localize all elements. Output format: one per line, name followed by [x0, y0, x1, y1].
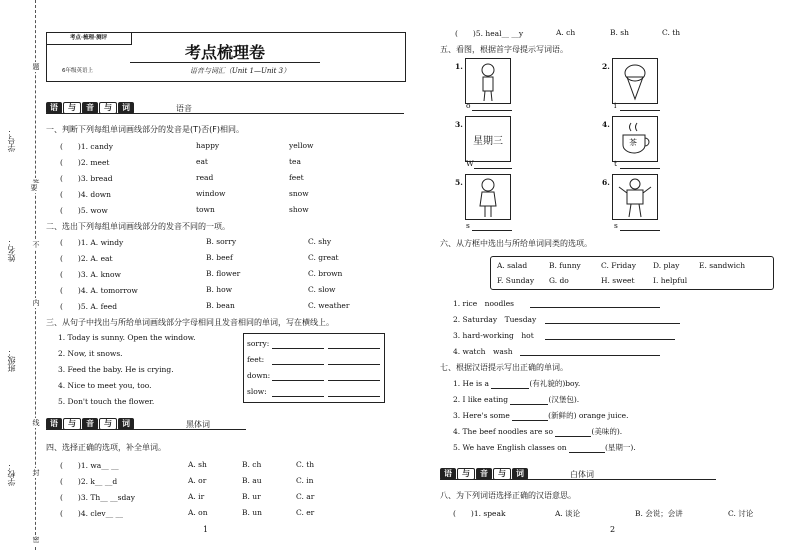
s4-option: C. th — [296, 460, 315, 469]
s1-word: yellow — [289, 141, 314, 150]
section-1-title: 一、判断下列每组单词画线部分的发音是(T)否(F)相同。 — [46, 125, 244, 134]
s4-option: A. or — [188, 476, 207, 485]
s1-item: ( )3. bread — [60, 174, 113, 183]
section-2-title: 二、选出下列每组单词画线部分的发音不同的一项。 — [46, 222, 230, 231]
s3-sentence: 3. Feed the baby. He is crying. — [58, 365, 174, 374]
option-item: H. sweet — [601, 276, 635, 285]
answer-line[interactable] — [545, 339, 675, 340]
s4-option: B. ch — [242, 460, 262, 469]
answer-line[interactable] — [328, 364, 380, 365]
s3-sentence: 4. Nice to meet you, too. — [58, 381, 152, 390]
s1-word: read — [196, 173, 214, 182]
answer-line[interactable] — [472, 230, 512, 231]
s4-item: ( )2. k__ __d — [60, 477, 118, 486]
s2-item: ( )4. A. tomorrow — [60, 286, 138, 295]
s4-option: C. er — [296, 508, 315, 517]
banner-logo: 语 与 音 与 词 — [440, 468, 550, 480]
s2-option: C. great — [308, 253, 339, 262]
s4-item: ( )4. clev__ __ — [60, 509, 124, 518]
answer-line[interactable] — [620, 110, 660, 111]
page-title: 考点梳理卷 — [130, 40, 320, 63]
s7-item: 3. Here's some (新鲜的) orange juice. — [453, 411, 629, 420]
option-item: A. salad — [497, 261, 528, 270]
answer-blank[interactable] — [491, 380, 529, 389]
s1-item: ( )5. wow — [60, 206, 108, 215]
option-item: I. helpful — [653, 276, 688, 285]
s7-item: 5. We have English classes on (星期一). — [453, 443, 636, 452]
s1-item: ( )2. meet — [60, 158, 110, 167]
s1-word: eat — [196, 157, 208, 166]
word-label: feet: — [247, 355, 265, 364]
s7-item: 4. The beef noodles are so (美味的). — [453, 427, 623, 436]
hint-letter: i — [614, 101, 617, 110]
word-label: down: — [247, 371, 271, 380]
s2-item: ( )5. A. feed — [60, 302, 118, 311]
s4-option: A. sh — [188, 460, 207, 469]
binding-char: 题 — [30, 62, 42, 72]
section-banner-plain-words — [440, 468, 716, 480]
option-box — [490, 256, 774, 290]
answer-line[interactable] — [272, 380, 324, 381]
answer-line[interactable] — [545, 323, 680, 324]
s4-option: C. in — [296, 476, 314, 485]
answer-line[interactable] — [272, 396, 324, 397]
s8-option: C. 讨论 — [728, 509, 754, 518]
s1-item: ( )1. candy — [60, 142, 113, 151]
answer-blank[interactable] — [510, 396, 548, 405]
answer-line[interactable] — [520, 355, 660, 356]
section-4-title: 四、选择正确的选项，补全单词。 — [46, 443, 166, 452]
page-number-left: 1 — [203, 525, 209, 534]
hint-letter: s — [466, 221, 470, 230]
s2-option: C. slow — [308, 285, 336, 294]
page-number-right: 2 — [610, 525, 616, 534]
s4-option: B. sh — [610, 28, 629, 37]
binding-margin — [0, 0, 40, 550]
person-icon — [465, 58, 511, 104]
s1-word: happy — [196, 141, 220, 150]
section-6-title: 六、从方框中选出与所给单词同类的选项。 — [440, 239, 592, 248]
answer-line[interactable] — [620, 168, 660, 169]
answer-blank[interactable] — [569, 444, 605, 453]
svg-text:茶: 茶 — [629, 138, 637, 147]
hint-letter: t — [614, 159, 618, 168]
answer-line[interactable] — [620, 230, 660, 231]
answer-line[interactable] — [272, 348, 324, 349]
s4-option: A. ir — [188, 492, 205, 501]
page-subtitle: 语音与词汇（Unit 1—Unit 3） — [189, 67, 291, 75]
calendar-icon: 星期三 — [465, 116, 511, 162]
option-item: C. Friday — [601, 261, 636, 270]
s8-option: A. 谈论 — [555, 509, 581, 518]
s2-item: ( )2. A. eat — [60, 254, 113, 263]
section-3-title: 三、从句子中找出与所给单词画线部分字母相同且发音相同的单词，写在横线上。 — [46, 318, 334, 327]
binding-char: 内 — [30, 298, 42, 308]
answer-line[interactable] — [328, 396, 380, 397]
word-label: sorry: — [247, 339, 270, 348]
hint-letter: W — [466, 159, 474, 168]
student-id-label: 学号： — [7, 128, 16, 152]
s3-sentence: 5. Don't touch the flower. — [58, 397, 155, 406]
section-8-title: 八、为下列词语选择正确的汉语意思。 — [440, 491, 576, 500]
s8-option: B. 会说；会讲 — [635, 509, 683, 518]
s2-item: ( )1. A. windy — [60, 238, 124, 247]
pic-number: 4. — [602, 120, 610, 129]
shy-girl-icon — [465, 174, 511, 220]
section-banner-phonetics — [46, 102, 404, 114]
s4-item: ( )1. wa__ __ — [60, 461, 119, 470]
tea-cup-icon — [612, 116, 658, 162]
binding-char: 要 — [28, 183, 40, 193]
s2-option: C. brown — [308, 269, 343, 278]
hint-letter: s — [614, 221, 618, 230]
s7-item: 2. I like eating (汉堡包). — [453, 395, 580, 404]
s2-item: ( )3. A. know — [60, 270, 121, 279]
s1-word: window — [196, 189, 226, 198]
s3-sentence: 1. Today is sunny. Open the window. — [58, 333, 196, 342]
school-label: 学校： — [7, 462, 16, 486]
s2-option: B. sorry — [206, 237, 237, 246]
s4-option: B. un — [242, 508, 262, 517]
answer-blank[interactable] — [512, 412, 548, 421]
class-label: 班级： — [7, 348, 16, 372]
s1-word: snow — [289, 189, 309, 198]
section-7-title: 七、根据汉语提示写出正确的单词。 — [440, 363, 568, 372]
banner-logo: 语 与 音 与 词 — [46, 418, 156, 430]
s6-item: 1. rice noodles — [453, 299, 515, 308]
pic-number: 5. — [455, 178, 463, 187]
s1-word: feet — [289, 173, 304, 182]
s2-option: B. how — [206, 285, 233, 294]
s2-option: C. shy — [308, 237, 332, 246]
section-banner-bold-words — [46, 418, 404, 430]
ice-cream-icon — [612, 58, 658, 104]
word-answer-box — [243, 333, 385, 403]
strong-man-icon — [612, 174, 658, 220]
s8-item: ( )1. speak — [453, 509, 506, 518]
s6-item: 4. watch wash — [453, 347, 513, 356]
binding-char: 线 — [30, 418, 42, 428]
s4-option: B. ur — [242, 492, 261, 501]
s3-sentence: 2. Now, it snows. — [58, 349, 123, 358]
s1-word: tea — [289, 157, 301, 166]
grade-label: 6年级英语上 — [62, 68, 93, 74]
banner-label: 黑体词 — [186, 420, 210, 429]
s2-option: C. weather — [308, 301, 350, 310]
s4-item: ( )5. heal__ __y — [455, 29, 524, 38]
s4-option: B. au — [242, 476, 262, 485]
pic-number: 6. — [602, 178, 610, 187]
banner-label: 白体词 — [570, 470, 594, 479]
pic-number: 2. — [602, 62, 610, 71]
answer-blank[interactable] — [555, 428, 591, 437]
s6-item: 3. hard-working hot — [453, 331, 534, 340]
series-label: 考点·梳理·测评 — [46, 32, 132, 45]
s1-word: town — [196, 205, 215, 214]
s4-option: A. ch — [556, 28, 576, 37]
banner-logo: 语 与 音 与 词 — [46, 102, 156, 114]
s1-item: ( )4. down — [60, 190, 111, 199]
hint-letter: o — [466, 101, 471, 110]
name-label: 姓名： — [7, 238, 16, 262]
answer-line[interactable] — [472, 110, 512, 111]
s2-option: B. bean — [206, 301, 235, 310]
option-item: E. sandwich — [699, 261, 746, 270]
word-label: slow: — [247, 387, 267, 396]
s4-option: C. th — [662, 28, 681, 37]
option-item: D. play — [653, 261, 680, 270]
option-item: B. funny — [549, 261, 581, 270]
s2-option: B. beef — [206, 253, 233, 262]
pic-number: 1. — [455, 62, 463, 71]
s4-option: A. on — [188, 508, 208, 517]
pic-number: 3. — [455, 120, 463, 129]
binding-char: 密 — [30, 535, 42, 545]
option-item: G. do — [549, 276, 569, 285]
s2-option: B. flower — [206, 269, 241, 278]
s4-option: C. ar — [296, 492, 315, 501]
answer-line[interactable] — [328, 380, 380, 381]
answer-line[interactable] — [272, 364, 324, 365]
binding-char: 封 — [30, 468, 42, 478]
answer-line[interactable] — [474, 168, 512, 169]
binding-char: 不 — [30, 240, 42, 250]
s7-item: 1. He is a (有礼貌的)boy. — [453, 379, 581, 388]
section-5-title: 五、看图，根据首字母提示写词语。 — [440, 45, 568, 54]
answer-line[interactable] — [328, 348, 380, 349]
s6-item: 2. Saturday Tuesday — [453, 315, 537, 324]
s1-word: show — [289, 205, 309, 214]
banner-label: 语音 — [176, 104, 192, 113]
s4-item: ( )3. Th__ __sday — [60, 493, 135, 502]
answer-line[interactable] — [530, 307, 660, 308]
option-item: F. Sunday — [497, 276, 535, 285]
